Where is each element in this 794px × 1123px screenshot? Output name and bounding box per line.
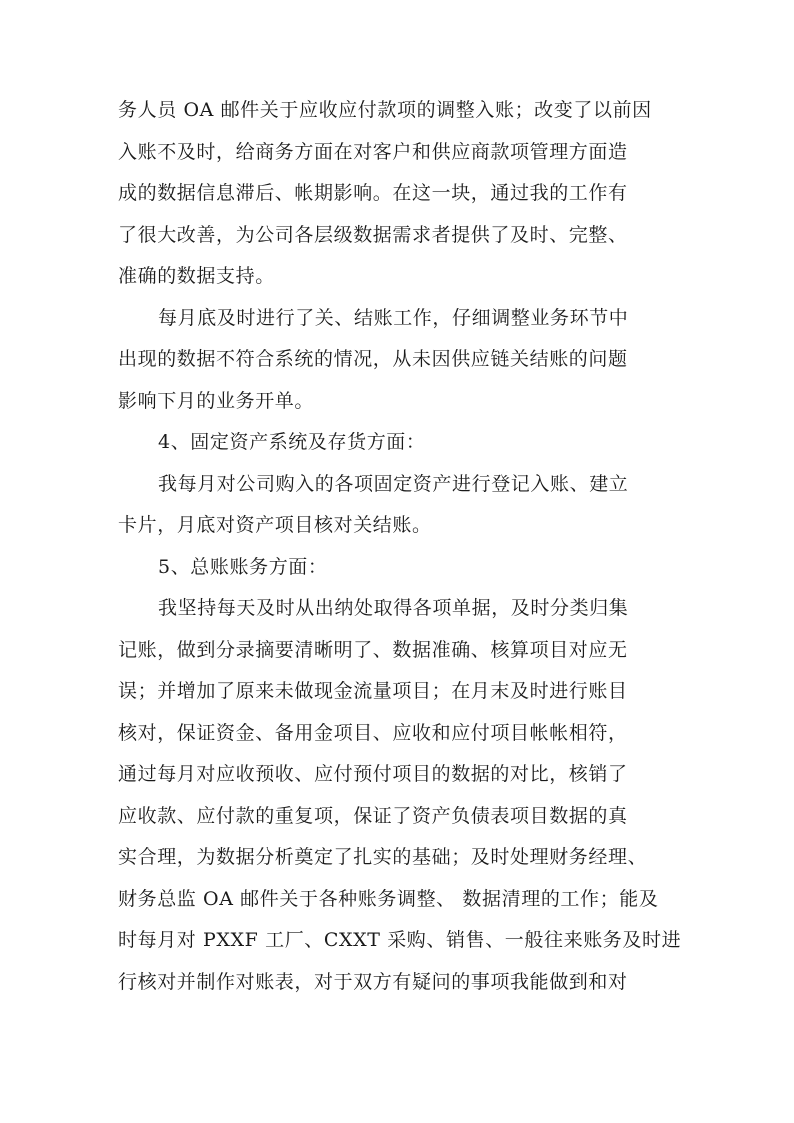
text-line: 入账不及时，给商务方面在对客户和供应商款项管理方面造 (118, 140, 628, 163)
text-line: 准确的数据支持。 (118, 265, 275, 287)
text-line: 核对，保证资金、备用金项目、应收和应付项目帐帐相符， (118, 721, 628, 744)
text-line: 卡片，月底对资产项目核对关结账。 (118, 514, 432, 536)
section-heading: 5、总账账务方面： (158, 555, 328, 578)
paragraph-start-line: 我每月对公司购入的各项固定资产进行登记入账、建立 (158, 472, 629, 495)
paragraph-start-line: 我坚持每天及时从出纳处取得各项单据，及时分类归集 (158, 597, 629, 619)
text-line: 出现的数据不符合系统的情况，从未因供应链关结账的问题 (118, 348, 628, 370)
text-line: 了很大改善，为公司各层级数据需求者提供了及时、完整、 (118, 223, 628, 246)
document-body (118, 90, 682, 1003)
text-line: 务人员 OA 邮件关于应收应付款项的调整入账；改变了以前因 (118, 99, 652, 121)
text-line: 实合理，为数据分析奠定了扎实的基础；及时处理财务经理、 (118, 846, 648, 868)
text-line: 通过每月对应收预收、应付预付项目的数据的对比，核销了 (118, 763, 628, 785)
paragraph-start-line: 每月底及时进行了关、结账工作，仔细调整业务环节中 (158, 306, 629, 329)
text-line: 财务总监 OA 邮件关于各种账务调整、 数据清理的工作；能及 (118, 887, 659, 910)
text-line: 成的数据信息滞后、帐期影响。在这一块，通过我的工作有 (118, 182, 628, 204)
section-heading: 4、固定资产系统及存货方面： (158, 431, 426, 453)
text-line: 影响下月的业务开单。 (118, 389, 315, 412)
text-line: 误；并增加了原来未做现金流量项目；在月末及时进行账目 (118, 680, 628, 702)
text-line: 记账，做到分录摘要清晰明了、数据准确、核算项目对应无 (118, 638, 628, 661)
text-line: 时每月对 PXXF 工厂、CXXT 采购、销售、一般往来账务及时进 (118, 929, 682, 951)
text-line: 应收款、应付款的重复项，保证了资产负债表项目数据的真 (118, 804, 628, 827)
text-line: 行核对并制作对账表，对于双方有疑问的事项我能做到和对 (118, 970, 628, 993)
